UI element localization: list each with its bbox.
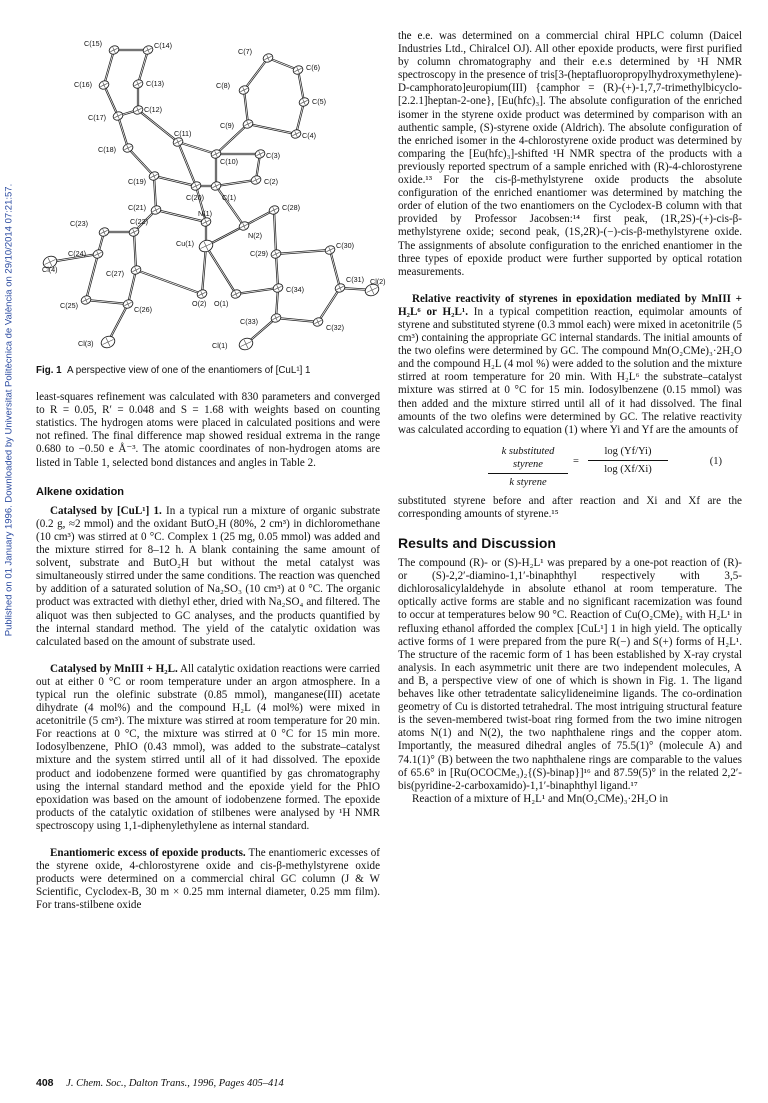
bond-highlight [276,318,318,322]
atom-label: O(1) [214,299,229,308]
bond-highlight [330,250,340,288]
bond-highlight [104,85,118,116]
bond-highlight [104,50,114,85]
bond-highlight [86,300,128,304]
atom-c2 [250,174,262,185]
atom-label: C(22) [130,217,148,226]
download-watermark-text: Published on 01 January 1996. Downloaded by Universitat Politècnica de València on 29/10/2014 07:21:57. [3,183,15,637]
atom-label: C(10) [220,157,238,166]
ee-runin: Enantiomeric excess of epoxide products. [50,847,246,859]
atom-c28 [268,204,280,215]
hplc-paragraph: the e.e. was determined on a commercial chiral HPLC column (Daicel Industries Ltd., Chiralcel OJ). All other epoxide products, were first purified by column chromatography and their e.e.s determined by ¹H NMR spectroscopy in the presence of tris[3-(heptafluoropropylhydroxymethylene)-D-camphorato]europium(III) {camphor = (R)-(+)-1,7,7-trimethylbicyclo-[2.2.1]heptan-2-one}, [Eu(hfc)₃]. The absolute configuration of the enriched isomer in the styrene oxide product was determined by comparison with an authentic sample, (S)-styrene oxide (Aldrich). The absolute configuration of the enriched isomer in the 4-chlorostyrene oxide product was determined by comparing the [Eu(hfc)₃]-shifted ¹H NMR spectra of the products with a previously reported spectrum of a sample enriched with (R)-4-chlorostyrene oxide.¹³ For the cis-β-methylstyrene oxide products the absolute configuration of the enriched enantiomer was determined by matching the order of elution of the two enantiomers on the Cyclodex-B column with that provided by Professor Jacobsen:¹⁴ first peak, (1R,2S)-(+)-cis-β-methylstyrene oxide; second peak, (1S,2R)-(−)-cis-β-methylstyrene oxide. The assignments of absolute configuration to the enriched enantiomer in the three types of epoxide product were further supported by optical rotation measurements. [398,30,742,278]
atom-c31 [334,282,346,293]
atom-cu1 [197,238,214,254]
atom-c23 [98,226,110,237]
atom-c29 [270,248,282,259]
atom-label: Cl(4) [42,265,58,274]
figure-caption-text: A perspective view of one of the enantiomers of [CuL¹] 1 [67,365,311,376]
atom-c16 [98,79,110,90]
atom-label: C(13) [146,79,164,88]
bond-highlight [86,254,98,300]
download-watermark [0,183,18,637]
atom-label: Cl(3) [78,339,94,348]
atom-label: N(2) [248,231,262,240]
atom-label: C(1) [222,193,236,202]
atom-label: C(21) [128,203,146,212]
mn-catalysed-paragraph [36,663,380,833]
equation-lhs-numerator: k substituted styrene [488,445,568,474]
bond-highlight [206,246,236,294]
cu-catalysed-paragraph [36,505,380,649]
ee-paragraph [36,847,380,912]
bond-highlight [248,124,296,134]
atom-label: C(8) [216,81,230,90]
atom-cl3 [99,334,116,350]
atom-c32 [312,316,324,327]
atom-c20 [190,180,202,191]
atom-label: C(24) [68,249,86,258]
atom-c13 [132,78,144,89]
atom-label: C(11) [174,129,192,138]
bond-highlight [128,148,154,176]
atom-label: C(25) [60,301,78,310]
bond-highlight [154,176,196,186]
relative-reactivity-paragraph [398,293,742,437]
results-discussion-heading: Results and Discussion [398,535,556,551]
atom-label: C(32) [326,323,344,332]
figure-caption [36,364,380,377]
bond-highlight [118,116,128,148]
ortep-structure-drawing [36,30,386,360]
equation-lhs-denominator: k styrene [509,477,547,488]
atom-label: C(20) [186,193,204,202]
atom-label: C(34) [286,285,304,294]
atom-label: C(29) [250,249,268,258]
atom-label: C(27) [106,269,124,278]
atom-label: C(12) [144,105,162,114]
bond-highlight [276,250,330,254]
bond-highlight [138,110,178,142]
atom-c15 [108,44,120,55]
atom-label: C(23) [70,219,88,228]
page-number: 408 [36,1077,54,1089]
bond-highlight [216,186,244,226]
equation-1 [398,443,742,489]
bond-highlight [296,102,304,134]
equation-number: (1) [709,455,722,467]
cu-catalysed-text: In a typical run a mixture of organic substrate (0.2 g, ≈2 mmol) and the oxidant ButO₂H (80%, 2 cm³) in dichloromethane (10 cm³) was stirred at 0 °C. Complex 1 (25 mg, 0.05 mmol) was added and the mixture stirred for 8–12 h. A blank containing the same amount of solvent, substrate and ButO₂H but without the metal catalyst was simultaneously stirred under the same conditions. The reaction was quenched by addition of a saturated solution of Na₂SO₃ (10 cm³) at 0 °C. The organic product was extracted with diethyl ether, dried with Na₂SO₄ and filtered. The aliquot was then subjected to GC analyses, and the products quantified by the internal standard method. The yield of the catalytic oxidation was calculated based on the amount of substrate used. [36,504,380,648]
equation-explanation: substituted styrene before and after reaction and Xi and Xf are the corresponding amounts of styrene.¹⁵ [398,494,742,520]
left-column [36,30,386,912]
results-continuation: Reaction of a mixture of H₂L¹ and Mn(O₂CMe)₃·2H₂O in [412,792,669,805]
atom-label: C(19) [128,177,146,186]
atom-c6 [292,64,304,75]
atom-label: C(18) [98,145,116,154]
bond-highlight [178,142,216,154]
atom-c26 [122,298,134,309]
atom-label: C(31) [346,275,364,284]
equation-rhs-denominator: log (Xf/Xi) [604,463,652,475]
atom-c24 [92,248,104,259]
atom-label: C(17) [88,113,106,122]
atom-label: Cu(1) [176,239,194,248]
bond-highlight [244,90,248,124]
figure-caption-label: Fig. 1 [36,365,62,376]
bond-highlight [236,288,278,294]
cu-catalysed-runin: Catalysed by [CuL¹] 1. [50,504,162,517]
bond-highlight [298,70,304,102]
equation-rhs [588,445,668,476]
atom-label: C(2) [264,177,278,186]
page-footer [36,1077,284,1089]
atom-c25 [80,294,92,305]
atom-label: C(3) [266,151,280,160]
atom-c3 [254,148,266,159]
equation-lhs [488,445,568,489]
atom-c27 [130,264,142,275]
alkene-oxidation-heading: Alkene oxidation [36,485,125,498]
figure-1 [36,30,386,360]
atom-label: C(7) [238,47,252,56]
bond-highlight [202,246,206,294]
relative-reactivity-runin: Relative reactivity of styrenes in epoxidation mediated by MnIII + H₂L⁶ or H₂L¹. [398,292,742,318]
refinement-paragraph: least-squares refinement was calculated with 830 parameters and converged to R = 0.05, R′ = 0.048 and S = 1.68 with weights based on counting statistics. The hydrogen atoms were placed in calculated positions and were not refined. The final difference map showed residual extrema in the range 0.680 to −0.50 e Å⁻³. The atomic coordinates of non-hydrogen atoms are listed in Table 1, selected bond distances and angles in Table 2. [36,391,380,469]
atom-c1 [210,180,222,191]
relative-reactivity-text: In a typical competition reaction, equimolar amounts of styrene and substituted styrene (0.3 mmol each) were mixed in acetonitrile (5 cm³) containing the appropriate GC internal standards. The initial amounts of the two olefins were determined by GC. The compound Mn(O₂CMe)₃·2H₂O and the compound H₂L (4 mol %) were added to the solution and the mixture stirred at room temperature for 20 min. With H₂L⁶ the substrate–catalyst mixture was stirred at 0 °C for 15 min. Iodosylbenzene (0.15 mmol) was then added and the mixture stirred until all of it had dissolved. The final amounts of the two olefins were determined by GC. The relative reactivity was calculated according to equation (1) where Yi and Yf are the amounts of [398,305,743,436]
equation-rhs-numerator: log (Yf/Yi) [588,445,668,461]
bond-highlight [136,270,202,294]
atom-label: C(6) [306,63,320,72]
atom-label: C(5) [312,97,326,106]
atom-c34 [272,282,284,293]
journal-citation: J. Chem. Soc., Dalton Trans., 1996, Pages 405–414 [66,1078,284,1089]
atom-c4 [290,128,302,139]
atom-label: C(30) [336,241,354,250]
mn-catalysed-runin: Catalysed by MnIII + H₂L. [50,662,178,675]
atom-label: Cl(1) [212,341,228,350]
bond-highlight [244,58,268,90]
equation-equals: = [573,455,579,467]
atom-label: C(26) [134,305,152,314]
results-paragraph: The compound (R)- or (S)-H₂L¹ was prepared by a one-pot reaction of (R)- or (S)-2,2′-diamino-1,1′-binaphthyl respectively with 3,5-dichlorosalicylaldehyde in absolute ethanol at room temperature. The optically active forms are stable and no significant racemization was found to occur at temperatures below 90 °C. Reaction of Cu(O₂CMe)₂ with H₂L¹ in refluxing ethanol afforded the complex [CuL¹] 1 in high yield. The optically active forms of 1 were prepared from the pure R(−) and S(+) forms of H₂L¹. The structure of the racemic form of 1 has been established by X-ray crystal analysis. In each asymmetric unit there are two independent molecules, A and B, a perspective view of one of which is shown in Fig. 1. The ligand behaves like other tetradentate salicylideneimine ligands. The co-ordination geometry of Cu is distorted tetrahedral. The most intriguing structural feature is the seven-membered twist-boat ring formed from the two imine nitrogen atoms N(1) and N(2), the two naphthalene rings and the copper atom. Importantly, the measured dihedral angles of 75.5(1)° (molecule A) and 74.1(1)° (B) between the two naphthalene rings are comparable to the values of 65.6° in [Ru(OCOCMe₃)₂{(S)-binap}]¹⁶ and 87.59(5)° in the related 2,2′-bis(pyridine-2-carboxamido)-1,1′-binaphthyl ligand.¹⁷ [398,557,742,792]
atom-label: O(2) [192,299,207,308]
atom-label: C(33) [240,317,258,326]
atom-label: C(9) [220,121,234,130]
bond-highlight [178,142,196,186]
bond-highlight [318,288,340,322]
atom-c30 [324,244,336,255]
atom-label: C(15) [84,39,102,48]
right-column [398,30,742,806]
atom-label: C(14) [154,41,172,50]
atom-c14 [142,44,154,55]
mn-catalysed-text: All catalytic oxidation reactions were carried out at either 0 °C or room temperature under an argon atmosphere. In a typical run the olefinic substrate (0.85 mmol), manganese(III) acetate dihydrate (4 mol%) and the compound H₂L (4 mol%) were mixed in acetonitrile (5 cm³). The mixture was stirred at room temperature for 20 min. For reactions at 0 °C, the mixture was stirred at 0 °C for 15 min more. Iodosylbenzene, PhIO (0.43 mmol), was added to the substrate–catalyst mixture and the system stirred until all of it had dissolved. The epoxide product and iodobenzene formed were quantified by gas chromatography using the internal standard method and the epoxide yield for the PhIO epoxidation was based on the amount of iodobenzene formed. The epoxide products of the catalytic oxidation of stilbenes were analysed by ¹H NMR spectroscopy using 1,1-diphenylethylene as internal standard. [36,662,380,832]
atom-label: C(28) [282,203,300,212]
ee-text: The enantiomeric excesses of the styrene oxide, 4-chlorostyrene oxide and cis-β-methylstyrene oxide products were determined on a commercial chiral GC column (J & W Scientific, Cyclodex-B, 30 m × 0.25 mm internal diameter, 0.25 mm film). For trans-stilbene oxide [36,847,380,912]
atom-c5 [298,96,310,107]
atom-label: Cl(2) [370,277,386,286]
atom-c17 [112,110,124,121]
atom-label: C(16) [74,80,92,89]
bond-highlight [216,180,256,186]
atom-label: N(1) [198,209,212,218]
bond-highlight [128,270,136,304]
atom-label: C(4) [302,131,316,140]
atom-o1 [230,288,242,299]
